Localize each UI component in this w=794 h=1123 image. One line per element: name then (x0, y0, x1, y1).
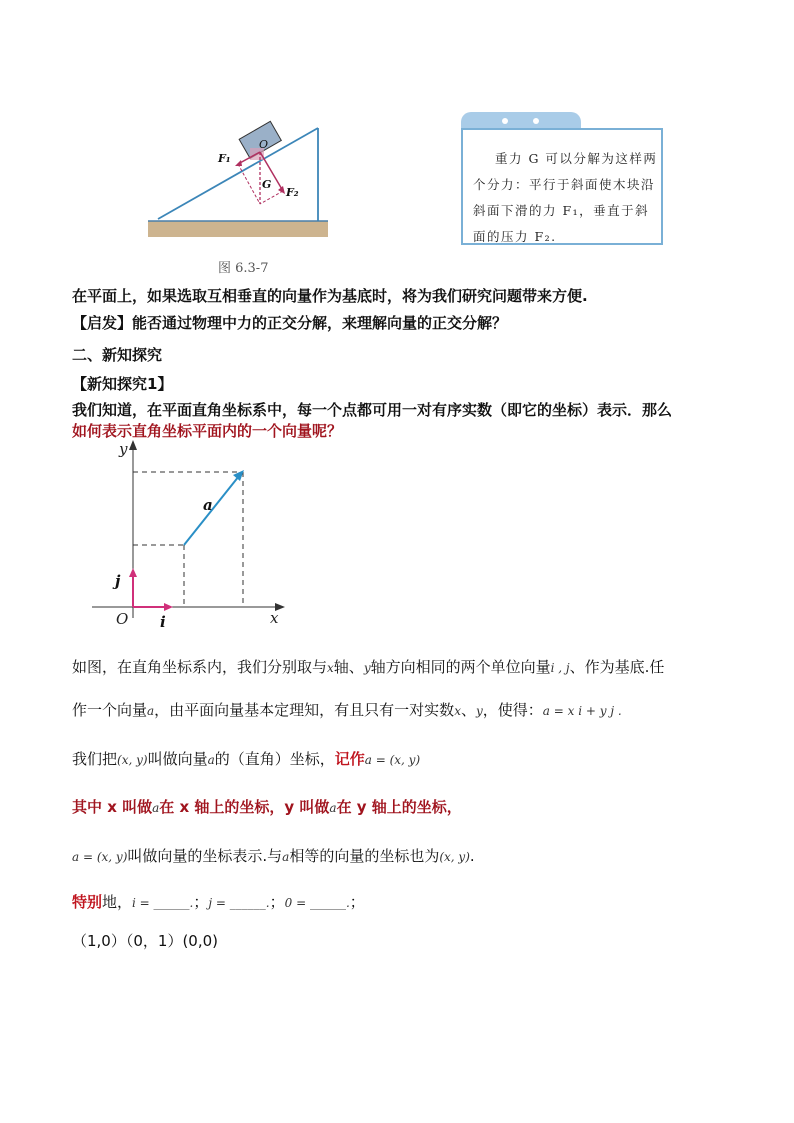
blank-zero: 0 = ______. (284, 896, 350, 910)
hint-line (72, 312, 507, 333)
paragraph-coordinate-representation: a = (x, y)叫做向量的坐标表示.与a相等的向量的坐标也为(x, y). (72, 847, 475, 865)
paragraph-coordinate-def: 我们把(x, y)叫做向量a的（直角）坐标，记作a = (x, y) (72, 750, 421, 768)
unit-vector-j-head (129, 568, 137, 577)
hint-text: 能否通过物理中力的正交分解，来理解向量的正交分解？ (132, 314, 508, 332)
y-axis-arrow (129, 440, 137, 450)
hint-tag: 【启发】 (72, 314, 133, 332)
vector-a-label: a (203, 496, 213, 514)
unit-vectors-ij: i , j (550, 661, 570, 675)
decomposition-formula: a = x i + y j . (542, 704, 622, 718)
blank-j: j = ______. (208, 896, 270, 910)
vector-i-label: i (160, 613, 166, 631)
paragraph-axis-coordinates: 其中 x 叫做a在 x 轴上的坐标，y 叫做a在 y 轴上的坐标， (72, 798, 462, 816)
paragraph-coordinates: 我们知道，在平面直角坐标系中，每一个点都可用一对有序实数（即它的坐标）表示．那么 (72, 401, 673, 419)
paragraph-question: 如何表示直角坐标平面内的一个向量呢？ (72, 422, 343, 440)
incline-force-figure (140, 118, 340, 243)
paragraph-decomposition: 作一个向量a，由平面向量基本定理知，有且只有一对实数x、y，使得：a = x i + y j . (72, 701, 622, 719)
paragraph-special-cases: 特别地，i = ______.；j = ______.；0 = ______.； (72, 893, 365, 911)
paragraph-orthogonal-basis: 在平面上，如果选取互相垂直的向量作为基底时，将为我们研究问题带来方便. (72, 287, 588, 305)
explore-tag: 【新知探究1】 (72, 375, 173, 393)
unit-vector-i-head (164, 603, 173, 611)
origin-label: O (116, 610, 129, 628)
dash-1 (238, 164, 260, 204)
coordinate-formula: a = (x, y) (364, 753, 421, 767)
ground (148, 221, 328, 237)
figure1-caption: 图 6.3-7 (218, 261, 269, 276)
section-heading: 二、新知探究 (72, 346, 163, 364)
label-f1: F₁ (218, 152, 231, 165)
incline-slope (158, 128, 318, 219)
note-dot-1 (502, 118, 508, 124)
paragraph-basis-choice: 如图，在直角坐标系内，我们分别取与x轴、y轴方向相同的两个单位向量i , j、作为基底.任 (72, 658, 665, 676)
answer-line: （1,0）（0，1）(0,0) (72, 932, 219, 950)
blank-i: i = ______. (132, 896, 194, 910)
label-o: O (259, 138, 269, 151)
axis-label-y: y (119, 440, 128, 458)
coordinate-vector-figure (88, 438, 298, 633)
note-dot-2 (533, 118, 539, 124)
dash-2 (260, 191, 283, 204)
label-f2: F₂ (286, 186, 299, 199)
axis-label-x: x (270, 609, 279, 627)
vector-j-label: j (115, 572, 121, 590)
label-g: G (262, 178, 272, 191)
note-text: 重力 G 可以分解为这样两个分力：平行于斜面使木块沿斜面下滑的力 F₁，垂直于斜面的压力 F₂. (473, 151, 658, 244)
